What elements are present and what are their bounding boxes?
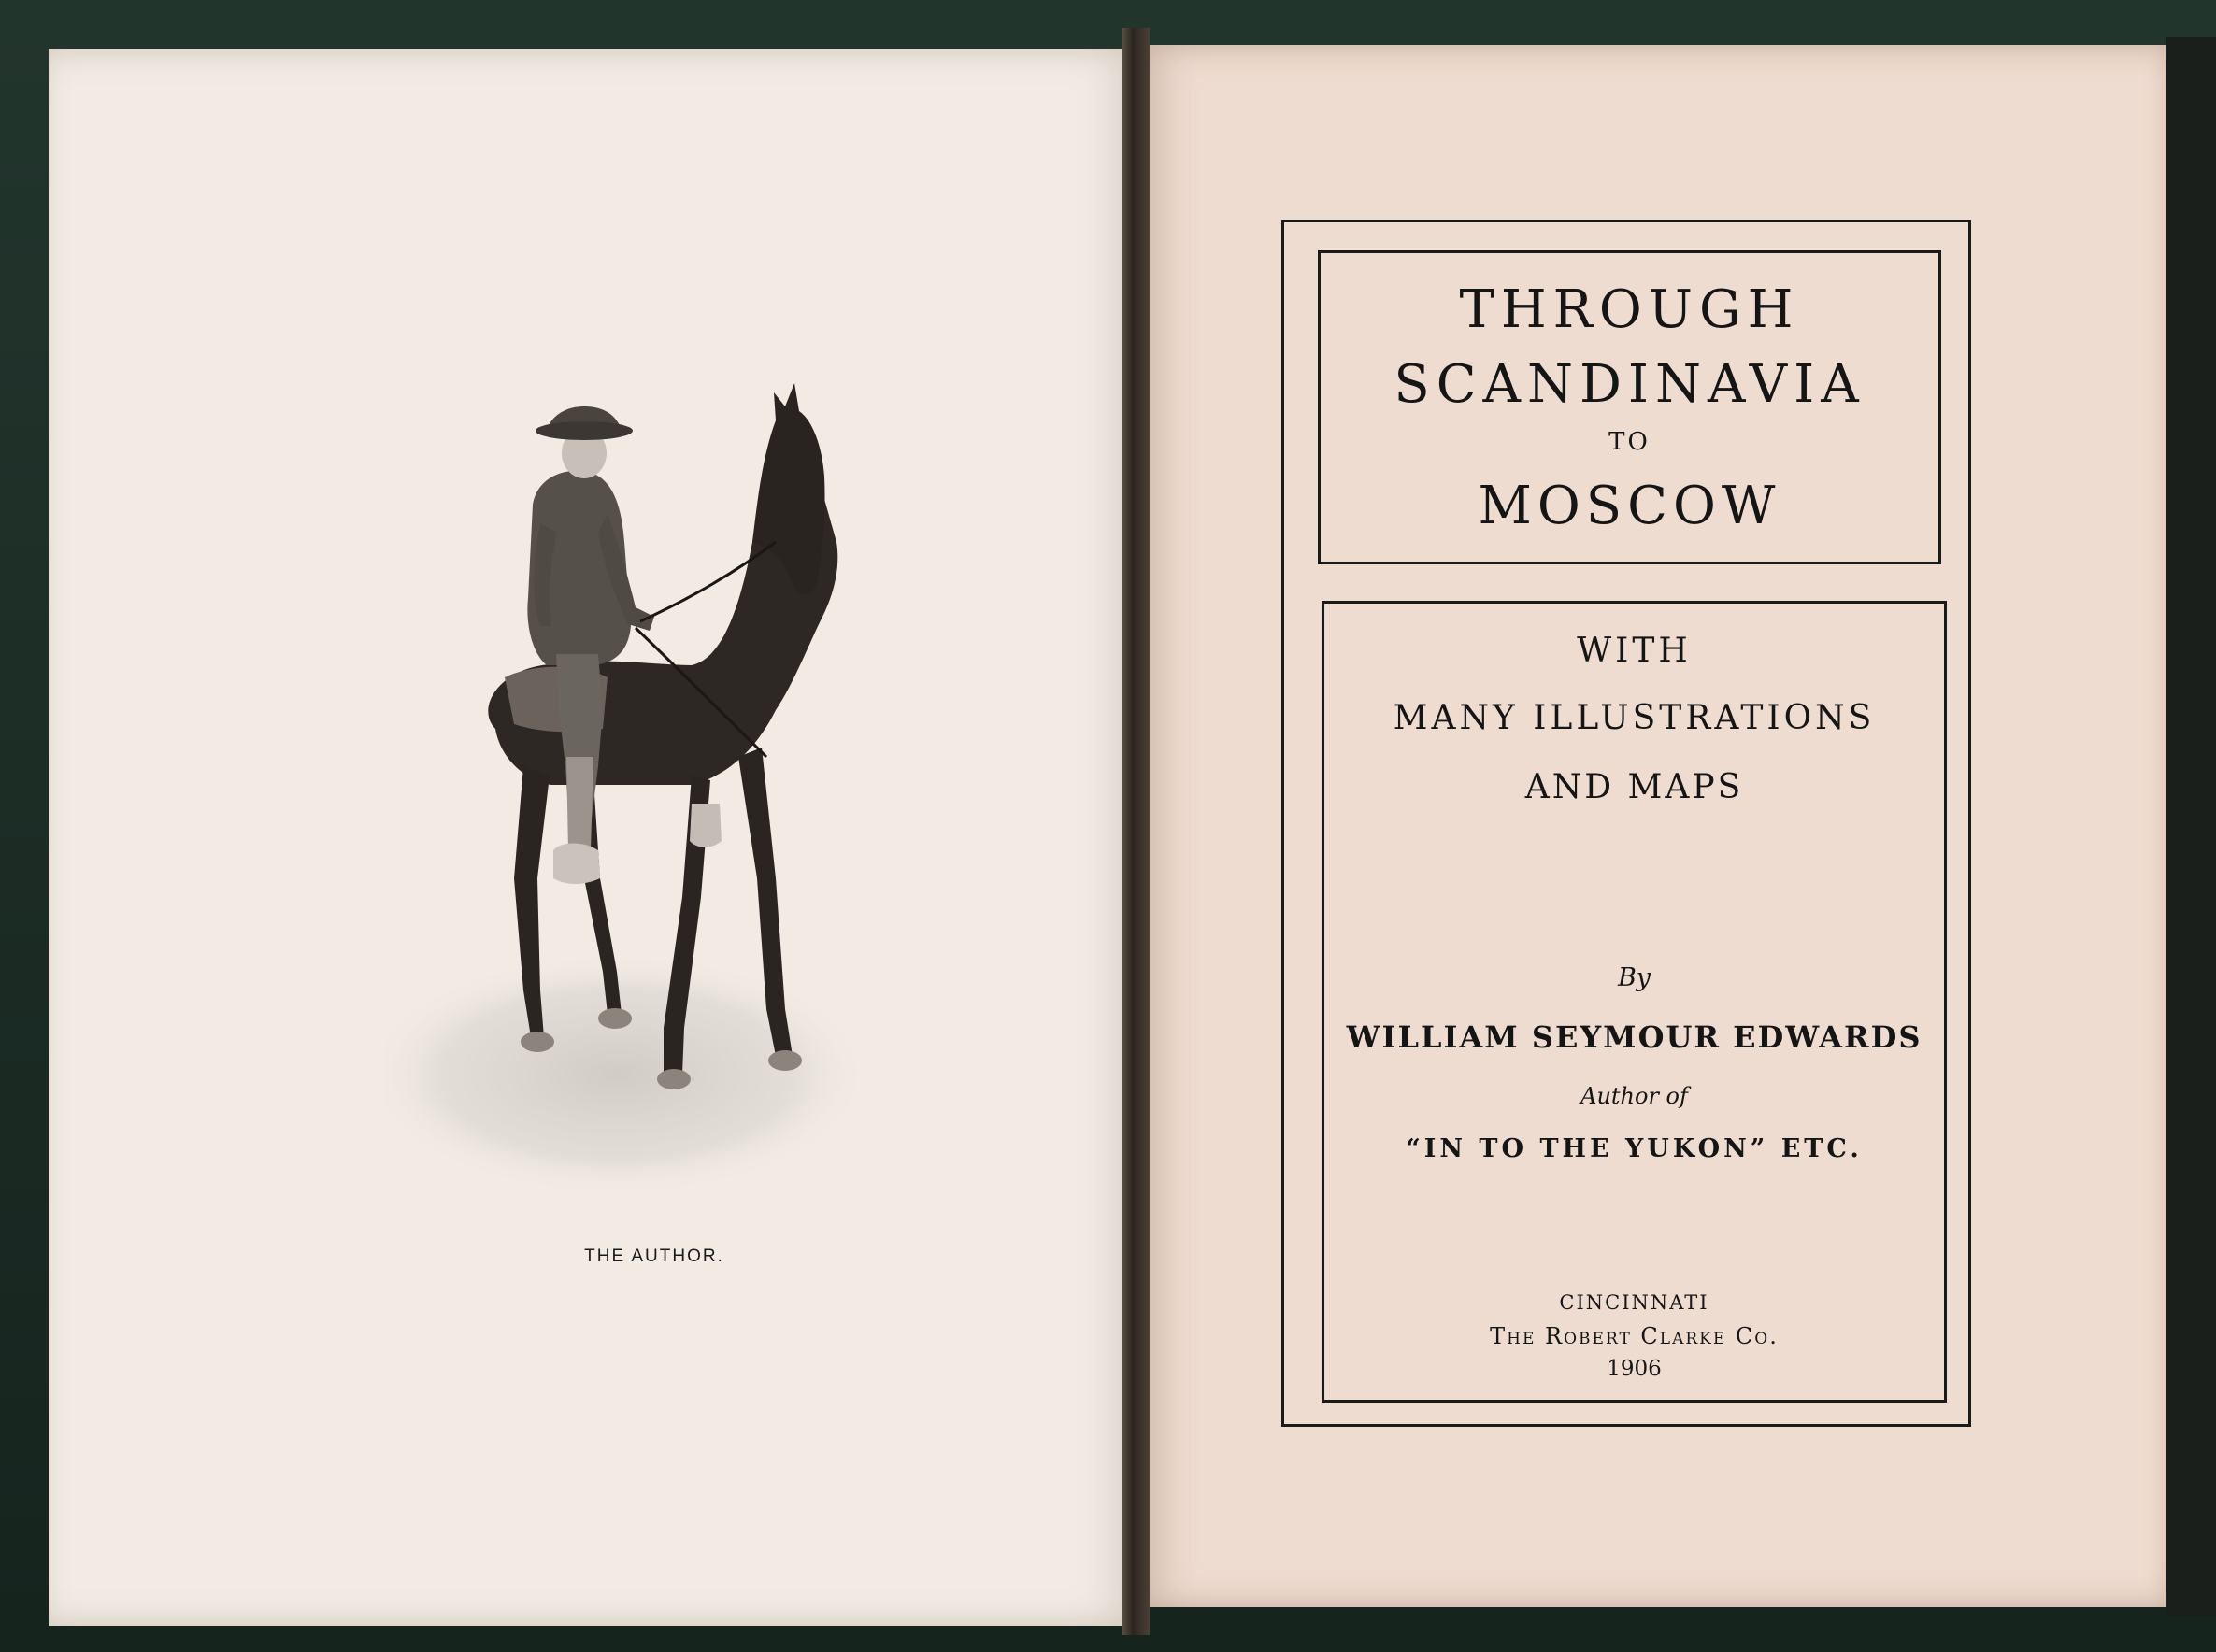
- title-line-2: SCANDINAVIA: [1394, 354, 1866, 415]
- by-line: By: [1617, 963, 1651, 992]
- details-box: [1322, 601, 1947, 1403]
- book-gutter: [1122, 28, 1150, 1635]
- subtitle-line-3: AND MAPS: [1524, 768, 1744, 806]
- title-line-3: TO: [1608, 428, 1651, 456]
- publication-year: 1906: [1607, 1357, 1662, 1381]
- frontispiece-caption: THE AUTHOR.: [584, 1246, 724, 1266]
- subtitle-line-2: MANY ILLUSTRATIONS: [1393, 699, 1876, 737]
- title-box: [1318, 250, 1941, 564]
- publisher-name: The Robert Clarke Co.: [1490, 1323, 1779, 1349]
- author-of-label: Author of: [1580, 1083, 1688, 1109]
- title-line-1: THROUGH: [1459, 279, 1800, 340]
- publisher-city: CINCINNATI: [1559, 1291, 1709, 1314]
- author-on-horse-photo: [383, 318, 916, 1233]
- title-line-4: MOSCOW: [1478, 476, 1781, 536]
- cover-right-edge: [2166, 37, 2216, 1616]
- other-work-title: “IN TO THE YUKON” ETC.: [1406, 1134, 1863, 1163]
- subtitle-line-1: WITH: [1577, 632, 1692, 670]
- author-name: WILLIAM SEYMOUR EDWARDS: [1346, 1019, 1923, 1055]
